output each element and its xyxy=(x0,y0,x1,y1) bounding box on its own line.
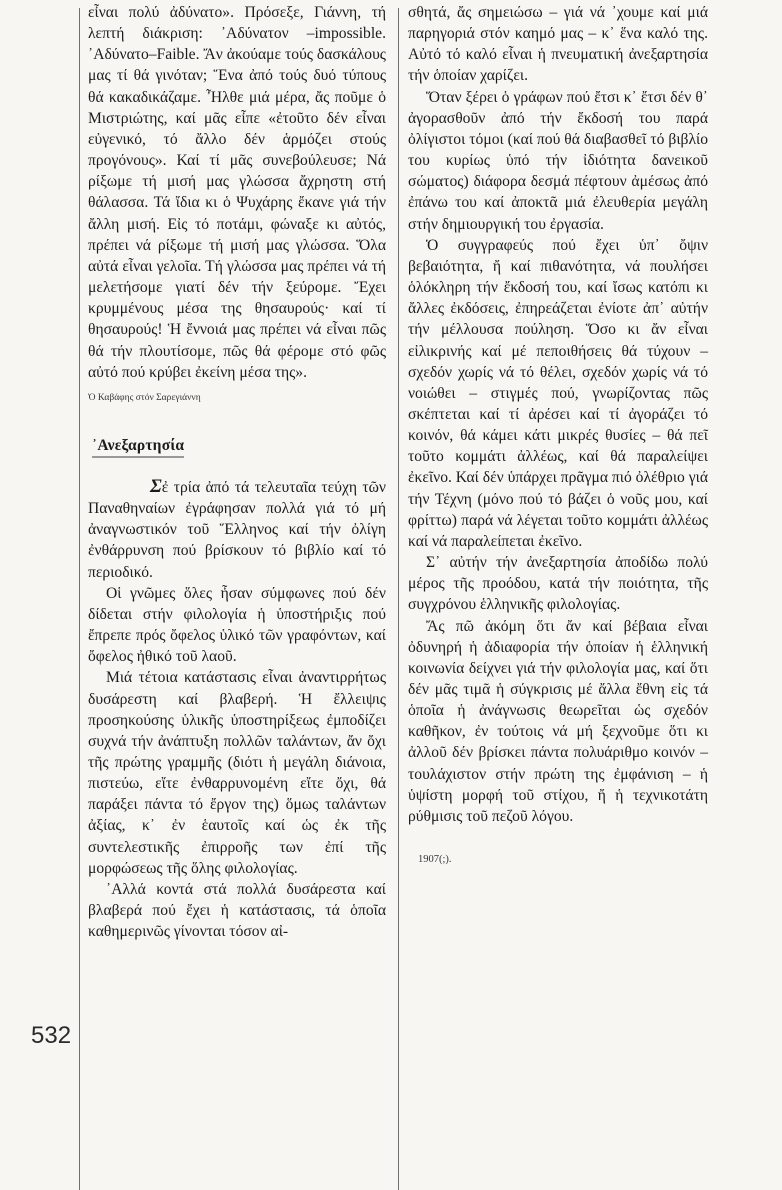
attribution-note: Ὁ Καβάφης στόν Σαρεγιάννη xyxy=(88,392,201,403)
right-paragraph-3: Ὁ συγγραφεύς πού ἔχει ὑπ᾿ ὄψιν βεβαιότητα, ἤ καί πιθανότητα, νά πουλήσει ὁλόκληρη τήν ἔκδοσή του, καί ἴσως κατόπι κι ἄλλες ἐκδόσεις, ἐπηρεάζεται ἐνίοτε ἀπ᾿ αὐτήν τήν μέλλουσα πούληση. Ὅσο κι ἄν εἶναι εἰλικρινής καί μέ πεποιθήσεις θά τύχουν – σχεδόν χωρίς νά τό θέλει, σχεδόν χωρίς νά τό νοιώθει – στιγμές πού, γνωρίζοντας πῶς σκέπτεται καί τί ἀρέσει καί τί ἀγοράζει τό κοινόν, θά κάμει κάτι μικρές θυσίες – θά πεῖ τοῦτο κομμάτι ἀλλέως, καί θά παραλείψει ἐκεῖνο. Καί δέν ὑπάρχει πρᾶγμα πιό ὀλέθριο γιά τήν Τέχνη (μόνο πού τό βάζει ὁ νοῦς μου, καί φρίττω) παρά νά λέγεται τοῦτο κομμάτι ἀλλέως καί νά παραλείπεται ἐκεῖνο. xyxy=(408,236,708,550)
right-paragraph-1: σθητά, ἄς σημειώσω – γιά νά ᾿χουμε καί μιά παρηγοριά στόν καημό μας – κ᾿ ἕνα καλό της. Αὐτό τό καλό εἶναι ἡ πνευματική ἀνεξαρτησία τήν ὁποίαν χαρίζει. xyxy=(408,4,708,85)
date-note: 1907(;). xyxy=(418,854,452,866)
section-paragraph-1-text: ἐ τρία ἀπό τά τελευταῖα τεύχη τῶν Παναθηναίων ἐγράφησαν πολλά γιά τό μή ἀναγνωστικόν τοῦ Ἕλληνος καί τήν ὀλίγη ἐνθάρρυνση πού βρίσκουν τό βιβλίο καί τό περιοδικό. xyxy=(88,478,386,581)
right-paragraph-2: Ὅταν ξέρει ὁ γράφων πού ἔτσι κ᾿ ἔτσι δέν θ᾿ ἀγορασθοῦν ἀπό τήν ἔκδοσή του παρά ὀλίγιστοι τόμοι (καί πού θά διαβασθεῖ τό βιβλίο του κυρίως ὑπό τήν ἰδιότητα δανεικοῦ σώματος) διάφορα δεσμά πέφτουν ἀμέσως ἀπό ἐπάνω του καί ἀποκτᾶ μιά ἐλευθερία μεγάλη στήν δημιουργική του ἐργασία. xyxy=(408,88,708,233)
section-title: ᾿Ανεξαρτησία xyxy=(92,435,184,458)
dropcap-letter: Σ xyxy=(150,475,162,497)
section-paragraph-3: Μιά τέτοια κατάστασις εἶναι ἀναντιρρήτως δυσάρεστη καί βλαβερή. Ἡ ἔλλειψις προσηκούσης ὑλικῆς ὑποστηρίξεως ἐμποδίζει συχνά τήν ἀνάπτυξη πολλῶν ταλάντων, ἄν ὄχι τῆς πρώτης γραμμῆς (διότι ἡ μεγάλη διάνοια, πιστεύω, εἴτε ἐνθαρρυνομένη εἴτε ὄχι, θά παράξει πάντα τό ἔργον της) ὅμως ταλάντων ἀξίας, κ᾿ ἐν ἑαυτοῖς καί ὡς ἐκ τῆς συντελεστικῆς ἐπιρροῆς των ἐπί τῆς μορφώσεως τῆς ὅλης φιλολογίας. xyxy=(88,669,386,877)
right-column xyxy=(408,2,708,870)
left-column xyxy=(88,2,386,942)
right-paragraph-4: Σ᾿ αὐτήν τήν ἀνεξαρτησία ἀποδίδω πολύ μέρος τῆς προόδου, κατά τήν ποιότητα, τῆς συγχρόνου ἑλληνικῆς φιλολογίας. xyxy=(408,554,708,614)
left-margin-rule xyxy=(79,8,80,1190)
column-divider-rule xyxy=(398,8,399,1190)
section-paragraph-2: Οἱ γνῶμες ὅλες ἦσαν σύμφωνες πού δέν δίδεται στήν φιλολογία ἡ ὑποστήριξις πού ἔπρεπε πρός ὄφελος ὑλικό τῶν γραφόντων, καί ὄφελος ἠθικό τοῦ λαοῦ. xyxy=(88,584,386,666)
right-paragraph-5: Ἄς πῶ ἀκόμη ὅτι ἄν καί βέβαια εἶναι ὀδυνηρή ἡ ἀδιαφορία τήν ὁποίαν ἡ ἑλληνική κοινωνία δείχνει γιά τήν φιλολογία μας, καί ὅτι δέν μᾶς τιμᾶ ἡ σύγκρισις μέ ἄλλα ἔθνη εἰς τά ὁποῖα ἡ ἀνάγνωσις θεωρεῖται ὡς σχεδόν καθῆκον, ἐν τούτοις νά μή ξεχνοῦμε ὅτι κι ἀλλοῦ δέν βρίσκει πάντα πολυάριθμο κοινόν – τουλάχιστον στήν πρώτη της ἐμφάνιση – ἡ ὑψίστη μορφή τοῦ στίχου, ἤ ἡ τεχνικοτάτη ρύθμισις τοῦ πεζοῦ λόγου. xyxy=(408,617,708,825)
section-paragraph-1 xyxy=(88,476,386,583)
section-paragraph-4: ᾿Αλλά κοντά στά πολλά δυσάρεστα καί βλαβερά πού ἔχει ἡ κατάστασις, τά ὁποῖα καθημερινῶς γίνονται τόσον αἰ- xyxy=(88,880,386,941)
page-number: 532 xyxy=(31,1022,72,1049)
opening-paragraph: εἶναι πολύ ἀδύνατο». Πρόσεξε, Γιάννη, τή λεπτή διάκριση: ᾿Αδύνατον –impossible. ᾿Αδύνατο–Faible. Ἄν ἀκούαμε τούς δασκάλους μας τί θά γινόταν; Ἕνα ἀπό τούς δυό τύπους θά κακαδικάζαμε. Ἦλθε μιά μέρα, ἄς ποῦμε ὁ Μιστριώτης, καί μᾶς εἶπε «ἐτοῦτο δέν εἶναι εὐγενικό, τό ἄλλο δέν ἁρμόζει στούς προγόνους». Καί τί μᾶς συνεβούλευσε; Νά ρίξωμε τή μισή μας γλώσσα ἄχρηστη στή θάλασσα. Τά ἴδια κι ὁ Ψυχάρης ἔκανε γιά τήν ἄλλη μισή. Εἰς τό ποτάμι, φώναξε κι αὐτός, πρέπει νά ρίξωμε τή μισή μας γλώσσα. Ὅλα αὐτά εἶναι γελοῖα. Τή γλώσσα μας πρέπει νά τή μελετήσομε γιατί δέν τήν ξεύρομε. Ἔχει κρυμμένους μέσα της θησαυρούς· καί τί θησαυρούς! Ἡ ἔννοιά μας πρέπει νά εἶναι πῶς θά τήν πλουτίσομε, πῶς θά φέρομε στό φῶς αὐτό πού κρύβει ἐκείνη μέσα της». xyxy=(88,4,386,381)
